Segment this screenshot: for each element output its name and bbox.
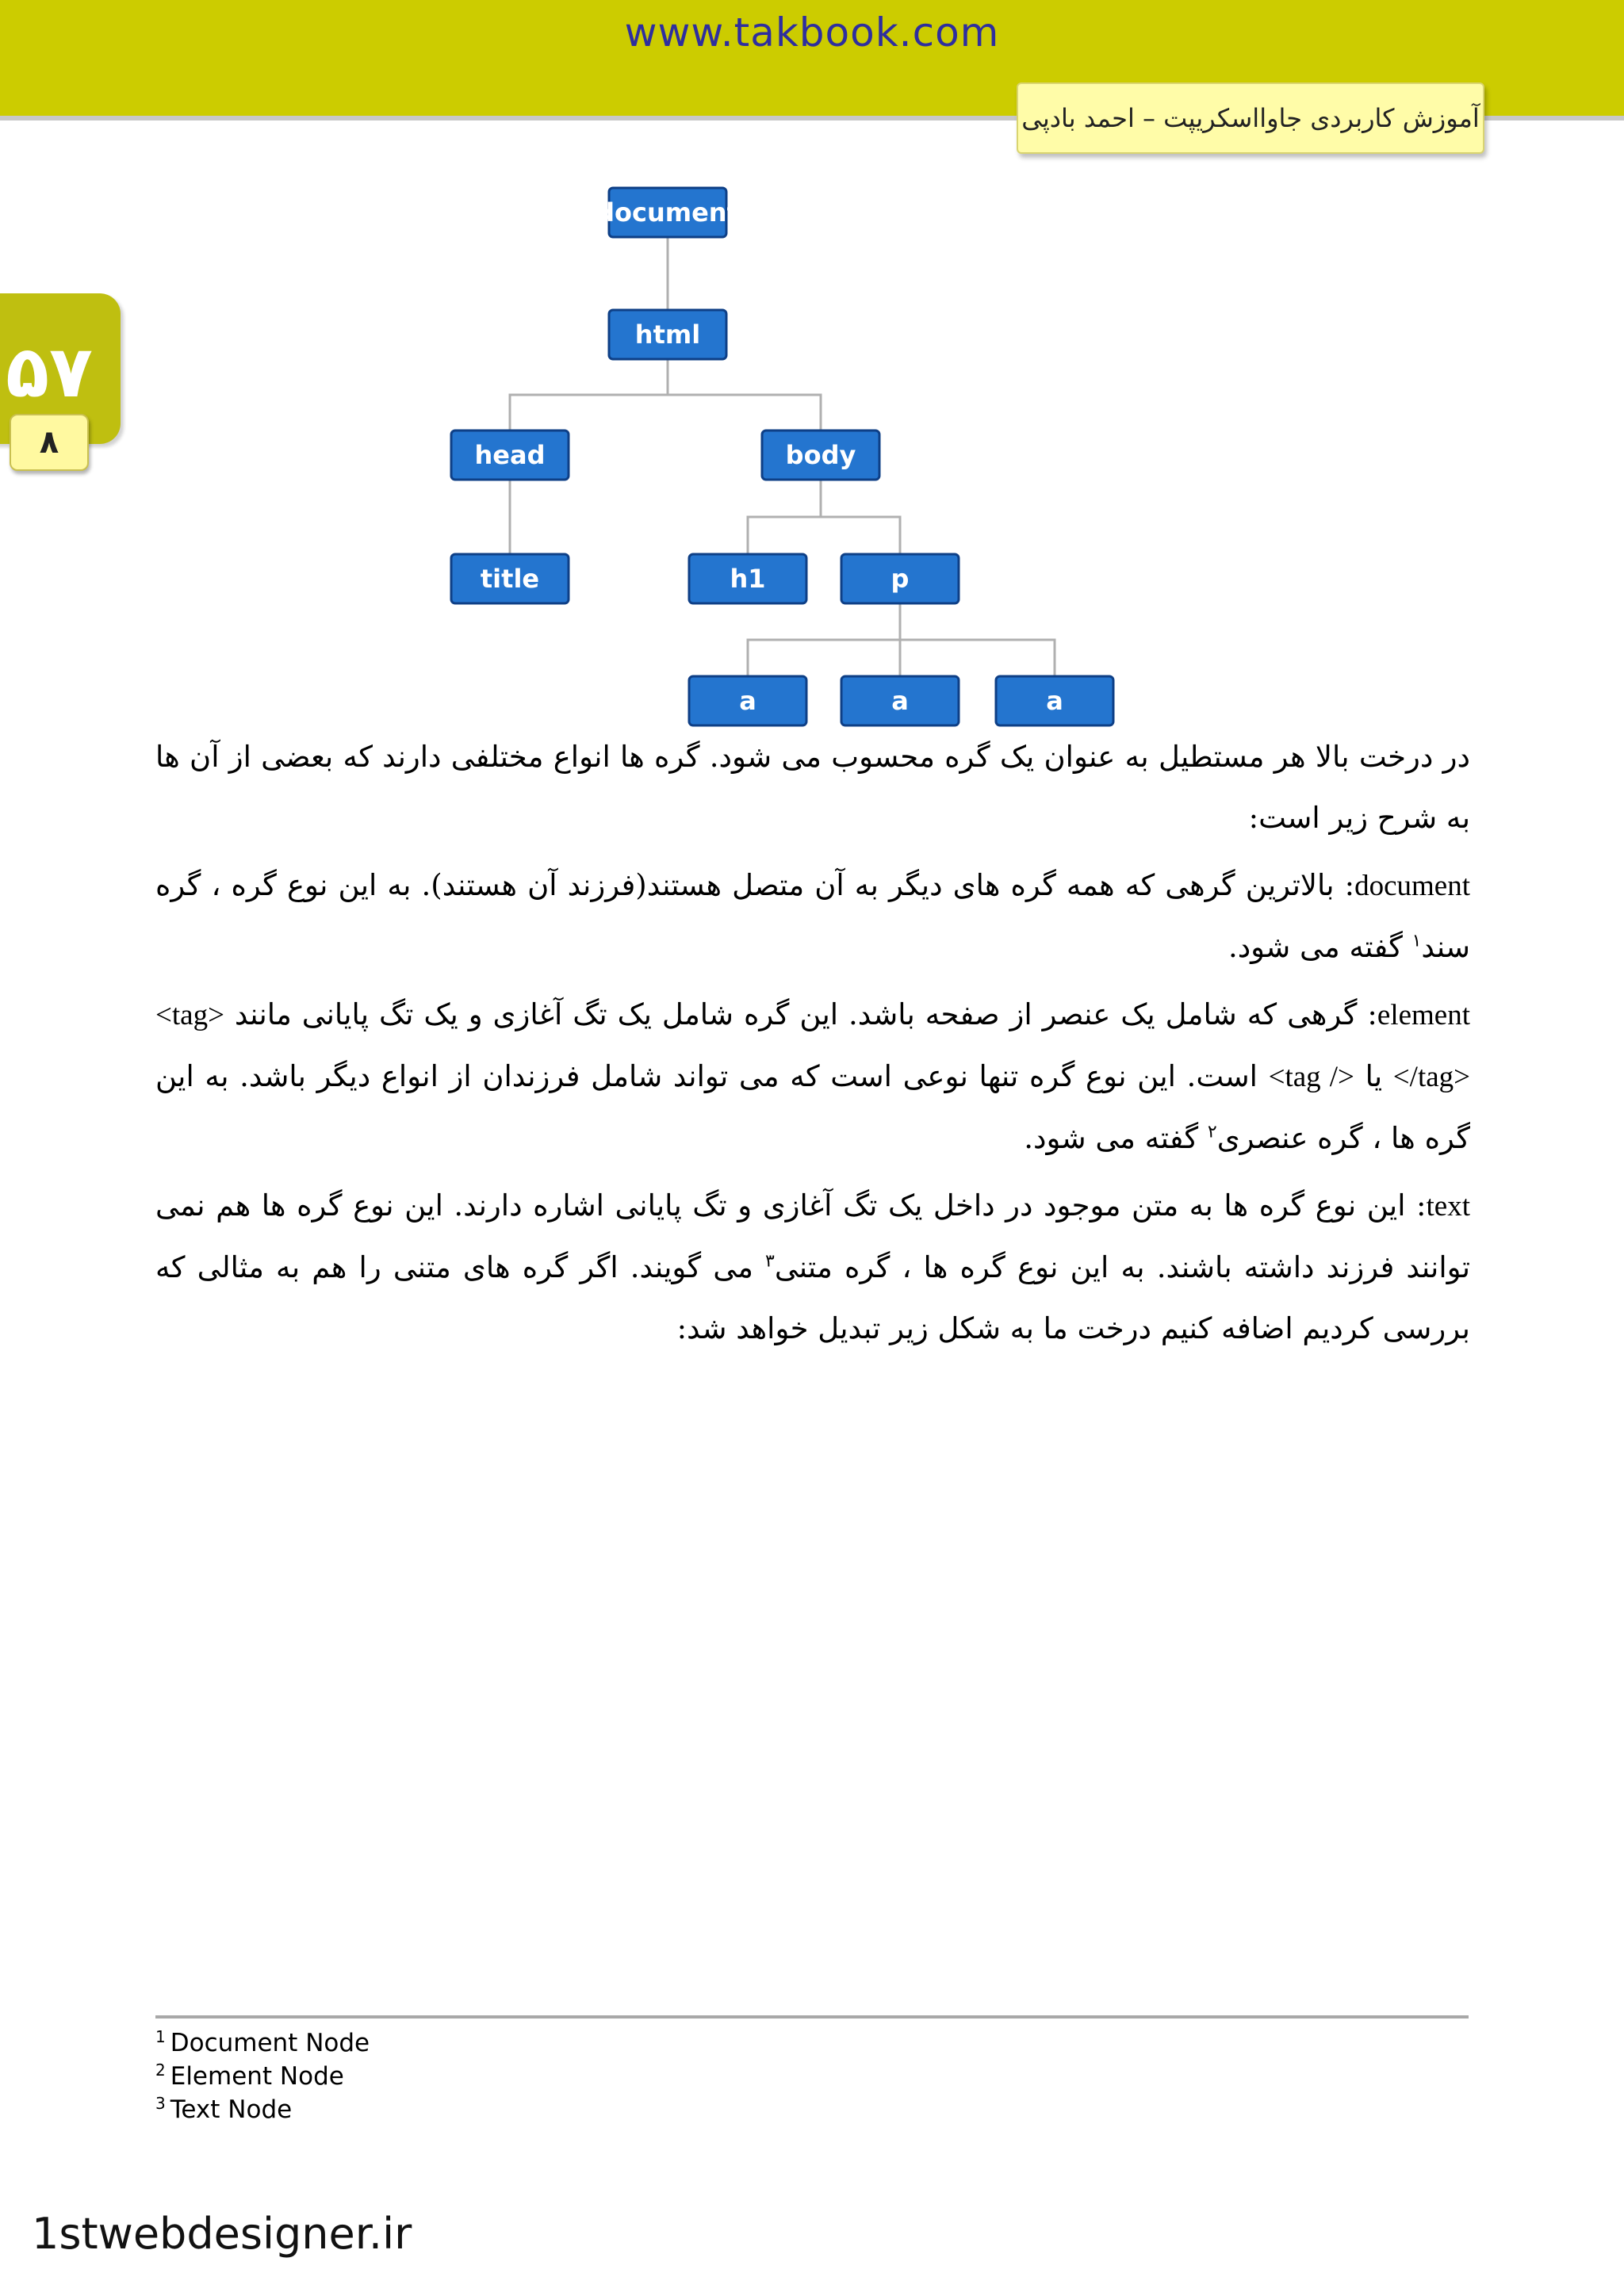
- element-desc-3: است. این نوع گره تنها نوعی است که می تواند شامل فرزندان از انواع دیگر باشد. به این گره ها ، گره عنصری: [155, 1059, 1470, 1155]
- footnote-2: [155, 2060, 869, 2093]
- tree-nodes: [451, 188, 1113, 725]
- tree-node-label: title: [480, 564, 540, 594]
- watermark[interactable]: 1stwebdesigner.ir: [32, 2209, 412, 2259]
- footnote-3: [155, 2093, 869, 2126]
- element-desc-2: یا: [1354, 1059, 1393, 1093]
- tree-node-h1: [689, 554, 806, 603]
- footnote-1: [155, 2026, 869, 2060]
- tree-node-label: body: [785, 440, 856, 470]
- tree-edge-body-h1: [748, 480, 821, 554]
- tree-node-label: a: [739, 686, 756, 716]
- footnote-number: 1: [155, 2026, 166, 2046]
- tree-edge-body-p: [821, 480, 900, 554]
- footnotes: [155, 2026, 869, 2126]
- tree-node-body: [762, 430, 879, 480]
- tree-node-a3: [996, 676, 1113, 725]
- tree-node-label: h1: [730, 564, 766, 594]
- tree-node-title: [451, 554, 569, 603]
- footnote-divider: [155, 2015, 1469, 2019]
- footnote-text: Text Node: [170, 2095, 293, 2124]
- document-end: گفته می شود.: [1228, 930, 1412, 964]
- element-end: گفته می شود.: [1024, 1121, 1208, 1155]
- tree-edge-html-body: [668, 359, 821, 430]
- tree-edge-p-a3: [900, 603, 1055, 676]
- footnote-ref-1[interactable]: ۱: [1411, 931, 1422, 951]
- document-paragraph: [155, 855, 1470, 978]
- body-text: [155, 726, 1470, 1365]
- book-title-label: آموزش کاربردی جاوااسکریپت – احمد بادپی: [1017, 82, 1484, 154]
- element-term: element: [1377, 999, 1470, 1031]
- tree-node-html: [609, 310, 726, 359]
- tree-node-head: [451, 430, 569, 480]
- intro-paragraph: در درخت بالا هر مستطیل به عنوان یک گره محسوب می شود. گره ها انواع مختلفی دارند که بعضی از آن ها به شرح زیر است:: [155, 740, 1470, 835]
- chapter-number: ۸: [10, 414, 89, 471]
- text-paragraph: [155, 1175, 1470, 1359]
- site-url[interactable]: www.takbook.com: [624, 10, 1000, 55]
- tree-node-label: a: [891, 686, 909, 716]
- tree-node-a2: [841, 676, 959, 725]
- tree-node-label: html: [634, 320, 701, 350]
- text-desc: : این نوع گره ها به متن موجود در داخل یک تگ آغازی و تگ پایانی اشاره دارند. این نوع گره ها هم نمی توانند فرزند داشته باشند. به این نوع گره ها ، گره متنی: [155, 1188, 1471, 1284]
- tree-node-label: document: [596, 197, 739, 228]
- page-number: ۵۷: [6, 331, 93, 414]
- footnote-ref-3[interactable]: ۳: [765, 1251, 775, 1272]
- text-term: text: [1426, 1190, 1470, 1223]
- tree-node-p: [841, 554, 959, 603]
- footnote-number: 3: [155, 2093, 166, 2113]
- text-end: می گویند. اگر گره های متنی را هم به مثالی که بررسی کردیم اضافه کنیم درخت ما به شکل زیر تبدیل خواهد شد:: [155, 1250, 1470, 1345]
- dom-tree-diagram: [0, 0, 1624, 737]
- element-paragraph: [155, 984, 1470, 1169]
- document-desc: : بالاترین گرهی که همه گره های دیگر به آن متصل هستند(فرزند آن هستند). به این نوع گره ، گره سند: [155, 868, 1470, 964]
- element-tag-single: <tag />: [1268, 1061, 1354, 1093]
- footnote-ref-2[interactable]: ۲: [1207, 1122, 1217, 1142]
- tree-node-label: head: [474, 440, 546, 470]
- footnote-number: 2: [155, 2060, 166, 2080]
- tree-node-a1: [689, 676, 806, 725]
- tree-edge-p-a1: [748, 603, 900, 676]
- tree-node-document: [596, 188, 739, 237]
- tree-node-label: p: [891, 564, 910, 594]
- element-desc-1: : گرهی که شامل یک عنصر از صفحه باشد. این گره شامل یک تگ آغازی و یک تگ پایانی مانند: [224, 997, 1377, 1031]
- footnote-text: Element Node: [170, 2062, 344, 2091]
- tree-edge-html-head: [510, 359, 668, 430]
- tree-node-label: a: [1046, 686, 1063, 716]
- document-term: document: [1354, 870, 1470, 902]
- element-tag-pair: <tag></tag>: [155, 999, 1471, 1093]
- footnote-text: Document Node: [170, 2029, 370, 2057]
